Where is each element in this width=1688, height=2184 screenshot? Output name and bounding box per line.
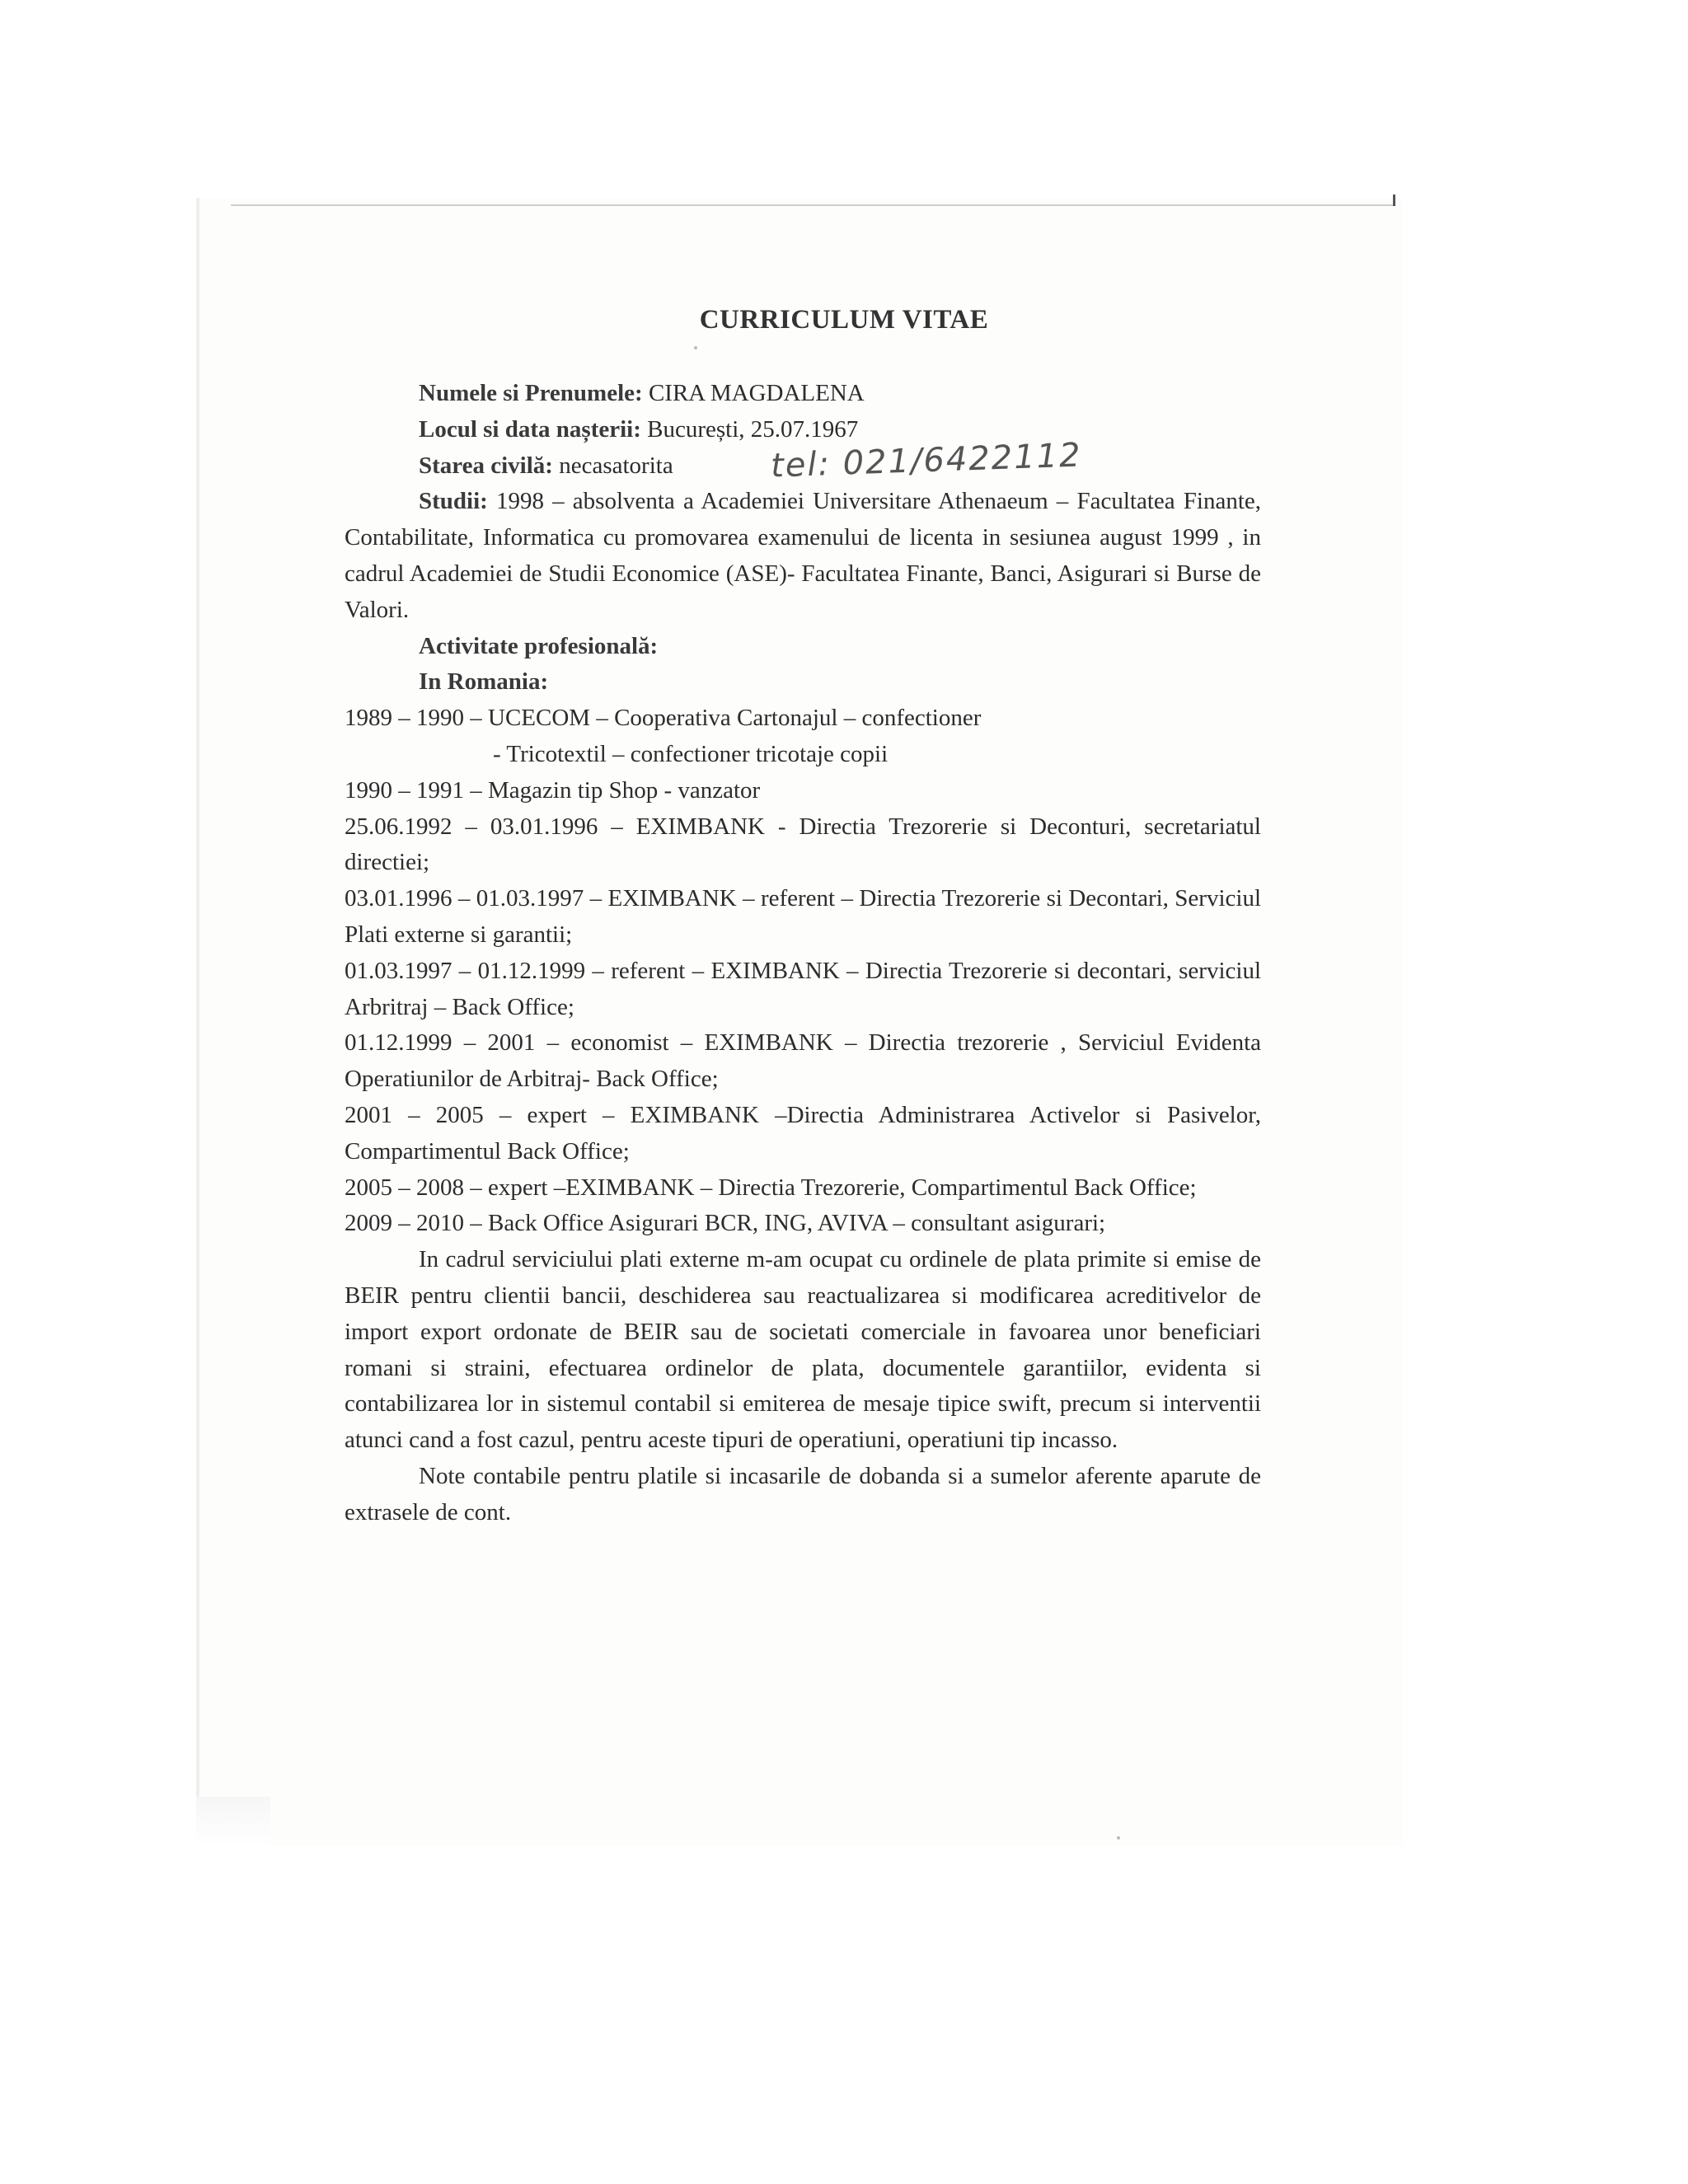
civil-status-value: necasatorita bbox=[559, 452, 673, 479]
cv-body bbox=[345, 376, 1261, 1531]
notes-paragraph: Note contabile pentru platile si incasarile de dobanda si a sumelor aferente aparute de extrasele de cont. bbox=[345, 1462, 1261, 1526]
job-entry: 2001 – 2005 – expert – EXIMBANK –Directia Administrarea Activelor si Pasivelor, Compartimentul Back Office; bbox=[345, 1101, 1261, 1165]
page-corner-mark bbox=[1393, 194, 1395, 206]
scan-speck bbox=[1117, 1836, 1120, 1840]
birth-label: Locul si data nașterii: bbox=[419, 415, 641, 443]
civil-status-label: Starea civilă: bbox=[419, 452, 553, 479]
scan-shadow bbox=[196, 1797, 270, 1846]
name-line bbox=[345, 376, 1261, 412]
job-entry: 1990 – 1991 – Magazin tip Shop - vanzator bbox=[345, 776, 761, 804]
duties-paragraph: In cadrul serviciului plati externe m-am ocupat cu ordinele de plata primite si emise de BEIR pentru clientii bancii, deschiderea sau reactualizarea si modificarea acreditivelor de import export ordonate de BEIR sau de societati comerciale in favoarea unor beneficiari romani si straini, efectuarea ordinelor de plata, documentele garantiilor, evidenta si contabilizarea lor in sistemul contabil si emiterea de mesaje tipice swift, precum si interventii atunci cand a fost cazul, pentru aceste tipuri de operatiuni, operatiuni tip incasso. bbox=[345, 1246, 1261, 1454]
name-label: Numele si Prenumele: bbox=[419, 380, 643, 406]
studies-paragraph bbox=[345, 484, 1261, 628]
activity-heading: Activitate profesională: bbox=[419, 632, 659, 659]
job-entry: 1989 – 1990 – UCECOM – Cooperativa Cartonajul – confectioner bbox=[345, 705, 982, 732]
job-entry: 03.01.1996 – 01.03.1997 – EXIMBANK – referent – Directia Trezorerie si Decontari, Serviciul Plati externe si garantii; bbox=[345, 885, 1261, 948]
document-title: CURRICULUM VITAE bbox=[699, 305, 989, 335]
job-entry: 01.03.1997 – 01.12.1999 – referent – EXIMBANK – Directia Trezorerie si decontari, serviciul Arbritraj – Back Office; bbox=[345, 957, 1261, 1020]
job-entry: 01.12.1999 – 2001 – economist – EXIMBANK – Directia trezorerie , Serviciul Evidenta Operatiunilor de Arbitraj- Back Office; bbox=[345, 1029, 1261, 1093]
job-entry: 2009 – 2010 – Back Office Asigurari BCR, ING, AVIVA – consultant asigurari; bbox=[345, 1210, 1106, 1237]
studies-label: Studii: bbox=[419, 488, 488, 515]
birth-line bbox=[345, 412, 1261, 448]
scan-speck bbox=[694, 346, 697, 349]
romania-heading: In Romania: bbox=[419, 668, 549, 696]
job-entry: 2005 – 2008 – expert –EXIMBANK – Directia Trezorerie, Compartimentul Back Office; bbox=[345, 1174, 1197, 1201]
birth-value: București, 25.07.1967 bbox=[647, 415, 859, 443]
name-value: CIRA MAGDALENA bbox=[648, 380, 865, 406]
job-entry: - Tricotextil – confectioner tricotaje copii bbox=[493, 740, 889, 767]
job-entry: 25.06.1992 – 03.01.1996 – EXIMBANK - Directia Trezorerie si Deconturi, secretariatul directiei; bbox=[345, 813, 1261, 876]
studies-text: 1998 – absolventa a Academiei Universitare Athenaeum – Facultatea Finante, Contabilitate, Informatica cu promovarea examenului de licenta in sesiunea august 1999 , in cadrul Academiei de Studii Economice (ASE)- Facultatea Finante, Banci, Asigurari si Burse de Valori. bbox=[345, 488, 1262, 623]
handwritten-phone-note: tel: 021/6422112 bbox=[770, 436, 1083, 485]
page-top-edge bbox=[231, 204, 1395, 206]
